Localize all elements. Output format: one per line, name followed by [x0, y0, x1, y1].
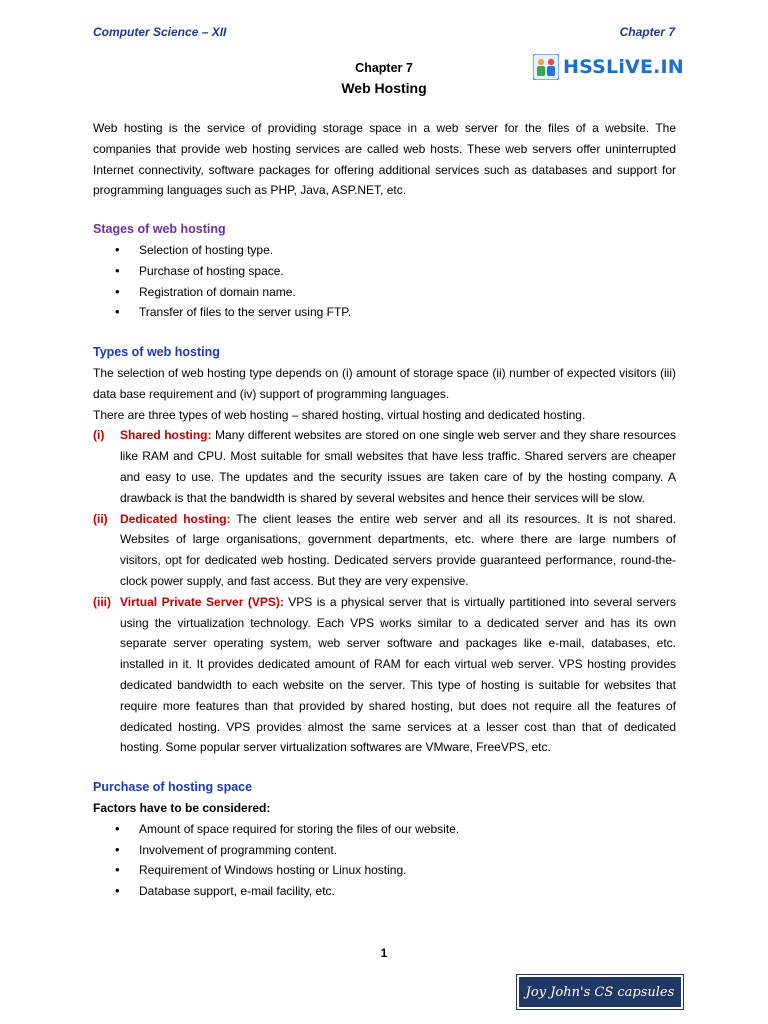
list-item: • Transfer of files to the server using FTP. — [93, 302, 676, 323]
types-heading: Types of web hosting — [93, 345, 220, 360]
types-paragraph-1: The selection of web hosting type depends on (i) amount of storage space (ii) number of expected visitors (iii) data base requirement and (iv) support of programming languages. — [93, 365, 676, 401]
chapter-label: Chapter 7 — [355, 61, 413, 75]
type-item-vps — [93, 592, 676, 758]
type-term: Virtual Private Server (VPS): — [120, 594, 284, 609]
stages-list — [93, 240, 676, 323]
type-description: VPS is a physical server that is virtually partitioned into several servers using the virtualization technology. Each VPS works similar to a dedicated server and has its own separate server operating system, web server software and packages like e-mail, databases, etc. installed in it. It provides dedicated amount of RAM for each virtual web server. VPS hosting provides dedicated bandwidth to each website on the server. This type of hosting is suitable for websites that require more features than that provided by shared hosting, but does not require all the features of dedicated hosting. VPS provides almost the same services at a lesser cost than that of dedicated hosting. Some popular server virtualization softwares are VMware, FreeVPS, etc. — [120, 594, 676, 755]
list-item: • Registration of domain name. — [93, 282, 676, 303]
page-title: Web Hosting — [341, 80, 427, 96]
running-header-right: Chapter 7 — [619, 25, 675, 39]
type-term: Dedicated hosting: — [120, 511, 231, 526]
purchase-heading: Purchase of hosting space — [93, 780, 253, 795]
list-item: • Involvement of programming content. — [93, 840, 676, 861]
stages-heading: Stages of web hosting — [93, 222, 226, 237]
list-item: • Amount of space required for storing the files of our website. — [93, 819, 676, 840]
logo-text: HSSLiVE.IN — [563, 56, 684, 78]
list-item: • Purchase of hosting space. — [93, 261, 676, 282]
running-header-left: Computer Science – XII — [93, 25, 227, 39]
type-item-dedicated — [93, 509, 676, 592]
purchase-lead: Factors have to be considered: — [93, 800, 271, 815]
type-number: (iii) — [93, 594, 111, 609]
list-item: • Requirement of Windows hosting or Linux hosting. — [93, 860, 676, 881]
page-number: 1 — [380, 946, 388, 960]
types-paragraph-2: There are three types of web hosting – shared hosting, virtual hosting and dedicated hosting. — [93, 407, 586, 422]
list-item: • Database support, e-mail facility, etc. — [93, 881, 676, 902]
type-description: The client leases the entire web server and all its resources. It is not shared. Websites of large organisations, government departments, etc. where there are large numbers of visitors, opt for dedicated web hosting. Dedicated servers provide guaranteed performance, round-the-clock power supply, and fast access. But they are very expensive. — [120, 511, 676, 588]
type-number: (ii) — [93, 511, 108, 526]
type-number: (i) — [93, 428, 105, 443]
author-badge: Joy John's CS capsules — [517, 975, 683, 1009]
document-body — [93, 118, 676, 902]
purchase-list — [93, 819, 676, 902]
list-item: • Selection of hosting type. — [93, 240, 676, 261]
type-term: Shared hosting: — [120, 428, 212, 443]
intro-paragraph: Web hosting is the service of providing storage space in a web server for the files of a website. The companies that provide web hosting services are called web hosts. These web servers offer uninterrupted Internet connectivity, software packages for offering additional services such as databases and support for programming languages such as PHP, Java, ASP.NET, etc. — [93, 121, 676, 198]
type-description: Many different websites are stored on one single web server and they share resources like RAM and CPU. Most suitable for small websites that have less traffic. Shared servers are cheaper and easy to use. The updates and the security issues are taken care of by the hosting company. A drawback is that the bandwidth is shared by several websites and hence their services will be slow. — [120, 428, 676, 505]
type-item-shared — [93, 425, 676, 508]
